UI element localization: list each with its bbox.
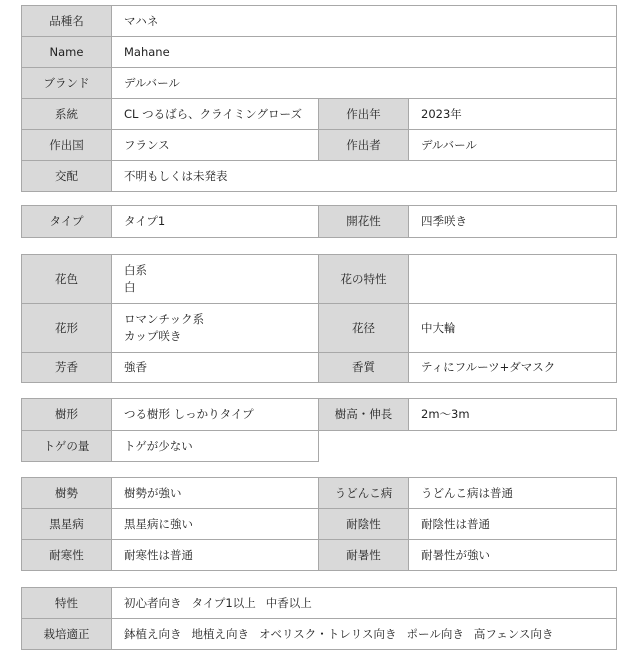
use-item: 高フェンス向き <box>473 626 554 641</box>
flower-size-label: 花径 <box>319 304 409 353</box>
use-item: 鉢植え向き <box>124 626 182 641</box>
cold-value: 耐寒性は普通 <box>112 540 319 571</box>
table-row <box>22 6 617 37</box>
traits-value <box>112 588 617 619</box>
type-label: タイプ <box>22 206 112 238</box>
blackspot-value: 黒星病に強い <box>112 509 319 540</box>
table-row <box>22 588 617 619</box>
lineage-label: 系統 <box>22 99 112 130</box>
lineage-value: CL つるばら、クライミングローズ <box>112 99 319 130</box>
thorn-value: トゲが少ない <box>112 431 319 462</box>
name-value: Mahane <box>112 37 617 68</box>
cross-label: 交配 <box>22 161 112 192</box>
health-table <box>21 477 617 571</box>
flower-color-line: 白 <box>124 280 136 294</box>
type-value: タイプ1 <box>112 206 319 238</box>
flower-size-value: 中大輪 <box>409 304 617 353</box>
blackspot-label: 黒星病 <box>22 509 112 540</box>
use-item: 地植え向き <box>191 626 249 641</box>
tree-table <box>21 398 617 462</box>
fragrance-value: 強香 <box>112 353 319 383</box>
basic-info-table <box>21 5 617 192</box>
brand-label: ブランド <box>22 68 112 99</box>
table-row <box>22 206 617 238</box>
table-row <box>22 161 617 192</box>
vigor-label: 樹勢 <box>22 478 112 509</box>
breeder-value: デルバール <box>409 130 617 161</box>
table-row <box>22 353 617 383</box>
flower-shape-label: 花形 <box>22 304 112 353</box>
scent-label: 香質 <box>319 353 409 383</box>
table-row <box>22 540 617 571</box>
flower-feature-value <box>409 255 617 304</box>
flower-color-value <box>112 255 319 304</box>
flower-shape-line: ロマンチック系 <box>124 312 205 326</box>
mildew-label: うどんこ病 <box>319 478 409 509</box>
shade-label: 耐陰性 <box>319 509 409 540</box>
table-row <box>22 509 617 540</box>
flower-feature-label: 花の特性 <box>319 255 409 304</box>
tree-height-value: 2m〜3m <box>409 399 617 431</box>
bloom-label: 開花性 <box>319 206 409 238</box>
scent-value: ティにフルーツ+ダマスク <box>409 353 617 383</box>
cold-label: 耐寒性 <box>22 540 112 571</box>
tree-form-label: 樹形 <box>22 399 112 431</box>
uses-label: 栽培適正 <box>22 619 112 650</box>
flower-shape-value <box>112 304 319 353</box>
trait-item: タイプ1以上 <box>191 595 256 610</box>
table-row <box>22 304 617 353</box>
table-row <box>22 255 617 304</box>
shade-value: 耐陰性は普通 <box>409 509 617 540</box>
bloom-value: 四季咲き <box>409 206 617 238</box>
year-value: 2023年 <box>409 99 617 130</box>
country-label: 作出国 <box>22 130 112 161</box>
name-label: Name <box>22 37 112 68</box>
thorn-label: トゲの量 <box>22 431 112 462</box>
uses-value <box>112 619 617 650</box>
fragrance-label: 芳香 <box>22 353 112 383</box>
brand-value: デルバール <box>112 68 617 99</box>
vigor-value: 樹勢が強い <box>112 478 319 509</box>
flower-color-label: 花色 <box>22 255 112 304</box>
variety-value: マハネ <box>112 6 617 37</box>
table-row <box>22 130 617 161</box>
heat-label: 耐暑性 <box>319 540 409 571</box>
traits-label: 特性 <box>22 588 112 619</box>
flower-shape-line: カップ咲き <box>124 329 182 343</box>
tree-height-label: 樹高・伸長 <box>319 399 409 431</box>
year-label: 作出年 <box>319 99 409 130</box>
flower-color-line: 白系 <box>124 263 147 277</box>
table-row <box>22 619 617 650</box>
table-row <box>22 37 617 68</box>
heat-value: 耐暑性が強い <box>409 540 617 571</box>
mildew-value: うどんこ病は普通 <box>409 478 617 509</box>
trait-item: 初心者向き <box>124 595 182 610</box>
table-row <box>22 399 617 431</box>
trait-item: 中香以上 <box>265 595 312 610</box>
variety-label: 品種名 <box>22 6 112 37</box>
tree-form-value: つる樹形 しっかりタイプ <box>112 399 319 431</box>
table-row <box>22 68 617 99</box>
breeder-label: 作出者 <box>319 130 409 161</box>
traits-table <box>21 587 617 650</box>
use-item: オベリスク・トレリス向き <box>259 626 397 641</box>
country-value: フランス <box>112 130 319 161</box>
table-row <box>22 99 617 130</box>
table-row <box>22 431 617 462</box>
table-row <box>22 478 617 509</box>
flower-table <box>21 254 617 383</box>
use-item: ポール向き <box>406 626 464 641</box>
cross-value: 不明もしくは未発表 <box>112 161 617 192</box>
type-table <box>21 205 617 238</box>
